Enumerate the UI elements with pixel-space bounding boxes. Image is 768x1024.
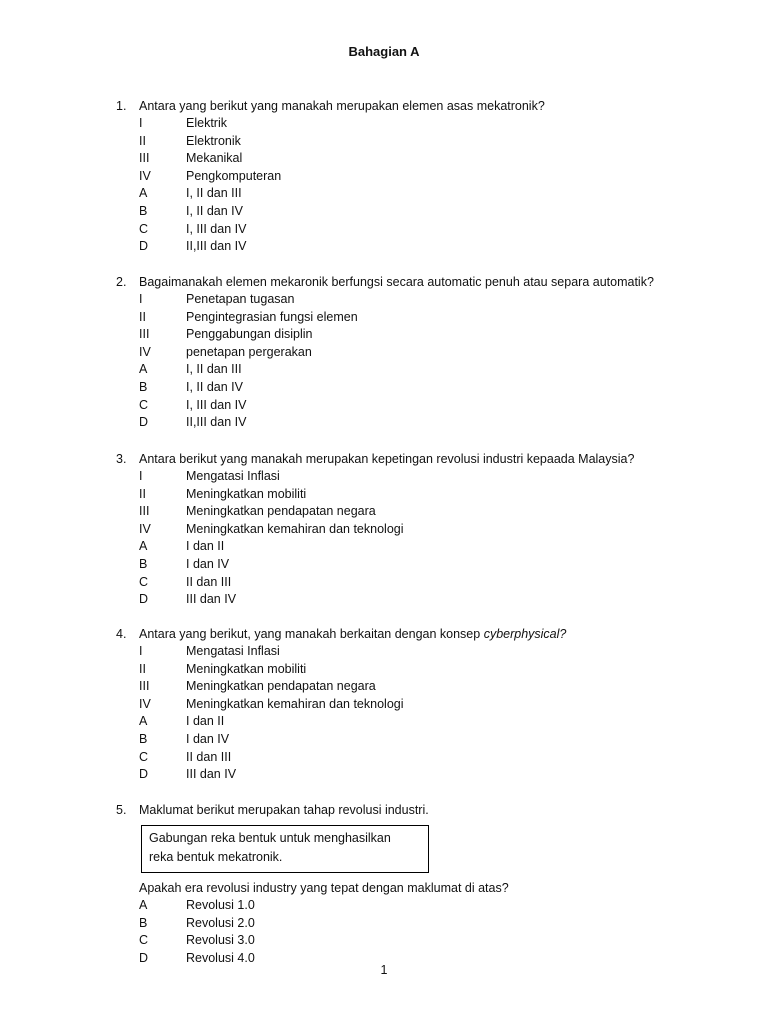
followup-text: Apakah era revolusi industry yang tepat dengan maklumat di atas? <box>139 881 509 895</box>
option-label: B <box>139 556 148 571</box>
option-text: III dan IV <box>186 592 237 607</box>
option-label: D <box>139 415 149 430</box>
statement-row <box>0 115 768 133</box>
option-row <box>0 897 768 915</box>
option-text: I, III dan IV <box>186 221 247 236</box>
statement-text: Elektrik <box>186 116 227 130</box>
statement-label: IV <box>139 521 151 536</box>
statement-label: I <box>139 116 143 130</box>
statement-label: III <box>139 327 150 342</box>
option-label: B <box>139 731 148 746</box>
option-label: C <box>139 749 149 764</box>
option-row <box>0 203 768 221</box>
option-text: I, II dan IV <box>186 203 243 218</box>
question-stem <box>0 273 768 291</box>
statement-text: Mengatasi Inflasi <box>186 644 280 658</box>
option-text: I, II dan III <box>186 186 242 201</box>
section-title: Bahagian A <box>348 44 420 59</box>
statement-text: Elektronik <box>186 133 241 148</box>
question-2 <box>0 273 768 432</box>
statement-row <box>0 309 768 327</box>
statement-row <box>0 503 768 521</box>
option-text: I dan II <box>186 714 225 729</box>
statement-text: Pengintegrasian fungsi elemen <box>186 309 358 324</box>
statement-row <box>0 486 768 504</box>
option-row <box>0 221 768 239</box>
option-row <box>0 932 768 950</box>
statement-text: Penggabungan disiplin <box>186 327 313 342</box>
question-stem <box>0 801 768 819</box>
statement-row <box>0 168 768 186</box>
statement-label: I <box>139 292 143 306</box>
option-row <box>0 749 768 767</box>
statement-text: Meningkatkan mobiliti <box>186 486 307 501</box>
option-label: D <box>139 592 149 607</box>
statement-text: Mengatasi Inflasi <box>186 469 280 483</box>
question-text: Maklumat berikut merupakan tahap revolusi industri. <box>139 803 429 817</box>
option-text: II,III dan IV <box>186 239 247 254</box>
option-row <box>0 731 768 749</box>
option-row <box>0 238 768 256</box>
statement-row <box>0 643 768 661</box>
statement-label: III <box>139 679 150 694</box>
statement-row <box>0 696 768 714</box>
option-row <box>0 915 768 933</box>
statement-row <box>0 468 768 486</box>
option-text: Revolusi 1.0 <box>186 898 255 912</box>
option-row <box>0 766 768 784</box>
option-text: I, II dan III <box>186 362 242 377</box>
info-box-line: reka bentuk mekatronik. <box>149 850 283 864</box>
option-text: III dan IV <box>186 767 237 782</box>
option-label: B <box>139 203 148 218</box>
info-box <box>141 825 429 873</box>
question-1 <box>0 97 768 256</box>
question-text-italic: cyberphysical? <box>483 627 567 641</box>
option-label: C <box>139 397 149 412</box>
option-text: I dan IV <box>186 731 230 746</box>
statement-label: III <box>139 151 150 166</box>
statement-label: IV <box>139 696 151 711</box>
question-number: 2. <box>116 275 127 289</box>
statement-label: II <box>139 661 146 676</box>
statement-label: II <box>139 133 146 148</box>
question-text: Antara yang berikut yang manakah merupakan elemen asas mekatronik? <box>139 99 545 113</box>
option-label: B <box>139 379 148 394</box>
option-row <box>0 538 768 556</box>
option-label: D <box>139 239 149 254</box>
option-row <box>0 361 768 379</box>
statement-row <box>0 521 768 539</box>
statement-row <box>0 133 768 151</box>
option-row <box>0 414 768 432</box>
option-row <box>0 591 768 609</box>
option-row <box>0 713 768 731</box>
option-label: A <box>139 714 148 729</box>
statement-label: II <box>139 486 146 501</box>
option-label: D <box>139 767 149 782</box>
statement-label: IV <box>139 344 151 359</box>
statement-text: Pengkomputeran <box>186 168 282 183</box>
question-number: 4. <box>116 627 127 641</box>
option-text: I dan IV <box>186 556 230 571</box>
statement-text: Meningkatkan pendapatan negara <box>186 504 376 519</box>
option-label: B <box>139 915 148 930</box>
statement-text: penetapan pergerakan <box>186 344 312 359</box>
statement-text: Meningkatkan kemahiran dan teknologi <box>186 696 404 711</box>
option-row <box>0 556 768 574</box>
info-box-line: Gabungan reka bentuk untuk menghasilkan <box>149 831 391 845</box>
question-number: 1. <box>116 99 127 113</box>
question-stem <box>0 97 768 115</box>
question-text: Antara berikut yang manakah merupakan kepetingan revolusi industri kepaada Malaysia? <box>139 452 635 466</box>
option-text: I dan II <box>186 539 225 554</box>
option-text: Revolusi 3.0 <box>186 933 255 948</box>
page-number: 1 <box>380 963 388 977</box>
statement-row <box>0 661 768 679</box>
option-label: A <box>139 186 148 201</box>
option-row <box>0 397 768 415</box>
statement-text: Meningkatkan mobiliti <box>186 661 307 676</box>
option-label: A <box>139 539 148 554</box>
option-text: I, III dan IV <box>186 397 247 412</box>
statement-text: Meningkatkan kemahiran dan teknologi <box>186 521 404 536</box>
option-label: A <box>139 898 148 912</box>
option-label: D <box>139 950 149 965</box>
statement-label: IV <box>139 168 151 183</box>
option-text: I, II dan IV <box>186 379 243 394</box>
followup-question <box>0 879 768 897</box>
option-text: Revolusi 4.0 <box>186 950 255 965</box>
statement-label: I <box>139 469 143 483</box>
option-row <box>0 185 768 203</box>
option-row <box>0 574 768 592</box>
option-label: C <box>139 574 149 589</box>
statement-label: I <box>139 644 143 658</box>
question-stem <box>0 625 768 643</box>
question-5 <box>0 801 768 967</box>
question-text: Bagaimanakah elemen mekaronik berfungsi secara automatic penuh atau separa automatik? <box>139 275 654 289</box>
option-label: C <box>139 933 149 948</box>
option-label: C <box>139 221 149 236</box>
statement-label: III <box>139 504 150 519</box>
question-text: Antara yang berikut, yang manakah berkaitan dengan konsep <box>139 627 484 641</box>
question-stem <box>0 450 768 468</box>
question-number: 3. <box>116 452 127 466</box>
option-text: II dan III <box>186 749 232 764</box>
statement-row <box>0 344 768 362</box>
option-row <box>0 379 768 397</box>
statement-row <box>0 326 768 344</box>
statement-row <box>0 150 768 168</box>
statement-text: Meningkatkan pendapatan negara <box>186 679 376 694</box>
option-text: Revolusi 2.0 <box>186 915 255 930</box>
statement-text: Mekanikal <box>186 151 243 166</box>
question-number: 5. <box>116 803 127 817</box>
statement-label: II <box>139 309 146 324</box>
option-text: II dan III <box>186 574 232 589</box>
option-text: II,III dan IV <box>186 415 247 430</box>
statement-row <box>0 291 768 309</box>
question-text-wrap <box>139 625 566 643</box>
question-3 <box>0 450 768 609</box>
question-4 <box>0 625 768 784</box>
statement-text: Penetapan tugasan <box>186 292 295 306</box>
option-label: A <box>139 362 148 377</box>
statement-row <box>0 678 768 696</box>
